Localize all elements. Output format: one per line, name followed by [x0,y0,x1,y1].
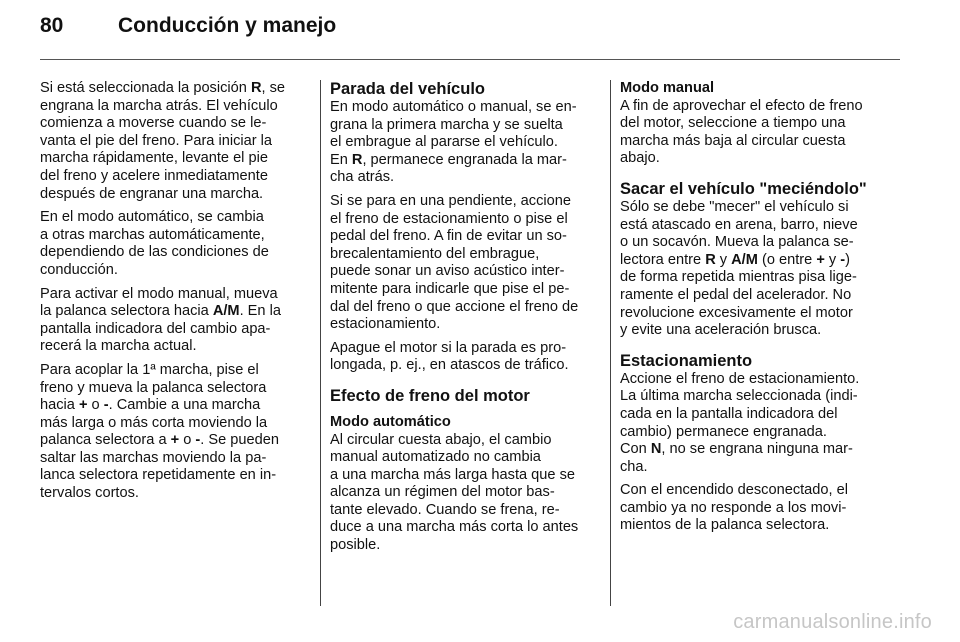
text-line: Si se para en una pendiente, accione [330,192,571,209]
text-line: revolucione excesivamente el motor [620,304,853,321]
text-line: Con el encendido desconectado, el [620,482,848,499]
text-line: la palanca selectora hacia A/M. En la [40,303,281,320]
text-line: cambio ya no responde a los movi- [620,499,847,516]
text-line: ramente el pedal del acelerador. No [620,286,852,303]
text-line: después de engranar una marcha. [40,185,264,202]
text-line: Con N, no se engrana ninguna mar- [620,441,853,458]
text-line: Para activar el modo manual, mueva [40,285,278,302]
section-heading-sacar-vehiculo: Sacar el vehículo "meciéndolo" [620,179,867,198]
text-line: más larga o más corta moviendo la [40,414,268,431]
section-heading-parada: Parada del vehículo [330,80,485,98]
text-line: cada en la pantalla indicadora del [620,405,838,422]
text-line: el embrague al pararse el vehículo. [330,134,558,151]
page-number: 80 [40,14,64,37]
text-line: cha atrás. [330,169,395,186]
watermark: carmanualsonline.info [733,611,932,633]
text-line: marcha rápidamente, levante el pie [40,150,268,167]
paragraph [620,482,888,535]
paragraph [620,371,888,477]
text-line: a otras marchas automáticamente, [40,226,265,243]
text-line: el freno de estacionamiento o pise el [330,210,568,227]
paragraph [40,209,308,279]
text-line: comienza a moverse cuando se le- [40,115,267,132]
text-line: palanca selectora a + o -. Se pueden [40,432,279,449]
paragraph [40,80,308,203]
text-line: tervalos cortos. [40,485,139,502]
text-line: saltar las marchas moviendo la pa- [40,449,267,466]
text-line: manual automatizado no cambia [330,449,541,466]
section-heading-efecto-freno: Efecto de freno del motor [330,386,530,405]
text-line: grana la primera marcha y se suelta [330,116,563,133]
text-line: Sólo se debe "mecer" el vehículo si [620,198,849,215]
text-line: posible. [330,537,381,554]
text-line: En R, permanece engranada la mar- [330,151,567,168]
subheading-modo-automatico: Modo automático [330,413,451,430]
text-line: pantalla indicadora del cambio apa- [40,320,271,337]
header-rule [40,59,900,60]
text-line: cambio) permanece engranada. [620,423,827,440]
text-line: hacia + o -. Cambie a una marcha [40,397,261,414]
text-line: lectora entre R y A/M (o entre + y -) [620,251,850,268]
text-line: mitente para indicarle que pise el pe- [330,280,570,297]
text-line: recerá la marcha actual. [40,338,197,355]
text-line: longada, p. ej., en atascos de tráfico. [330,357,569,374]
text-line: está atascado en arena, barro, nieve [620,216,858,233]
text-line: del motor, seleccione a tiempo una [620,115,846,132]
text-line: Al circular cuesta abajo, el cambio [330,431,552,448]
paragraph [620,98,888,168]
text-line: A fin de aprovechar el efecto de freno [620,97,863,114]
column-3 [620,80,888,541]
paragraph [330,193,598,334]
text-line: duce a una marcha más corta lo antes [330,519,579,536]
text-line: y evite una aceleración brusca. [620,322,822,339]
text-line: La última marcha seleccionada (indi- [620,388,858,405]
text-line: cha. [620,458,648,475]
text-line: del freno y acelere inmediatamente [40,167,268,184]
text-line: En el modo automático, se cambia [40,209,264,226]
text-line: engrana la marcha atrás. El vehículo [40,97,278,114]
text-line: En modo automático o manual, se en- [330,99,577,115]
paragraph [40,362,308,503]
chapter-title: Conducción y manejo [118,14,337,37]
text-line: vanta el pie del freno. Para iniciar la [40,132,273,149]
text-line: conducción. [40,261,118,278]
subheading-modo-manual: Modo manual [620,80,715,96]
text-line: freno y mueva la palanca selectora [40,379,267,396]
paragraph [330,340,598,375]
text-line: dependiendo de las condiciones de [40,244,269,261]
text-line: lanca selectora repetidamente en in- [40,467,277,484]
column-2 [330,80,598,561]
text-line: pedal del freno. A fin de evitar un so- [330,228,567,245]
column-divider [320,80,321,606]
text-line: puede sonar un aviso acústico inter- [330,263,565,280]
text-line: mientos de la palanca selectora. [620,517,830,534]
paragraph [330,432,598,555]
text-line: Si está seleccionada la posición R, se [40,80,286,96]
text-line: o un socavón. Mueva la palanca se- [620,234,854,251]
column-1 [40,80,308,509]
section-heading-estacionamiento: Estacionamiento [620,351,753,370]
paragraph [40,286,308,356]
text-line: tante elevado. Cuando se frena, re- [330,501,560,518]
text-line: a una marcha más larga hasta que se [330,466,575,483]
text-line: Accione el freno de estacionamiento. [620,370,860,387]
text-line: Para acoplar la 1ª marcha, pise el [40,361,259,378]
text-line: de forma repetida mientras pisa lige- [620,269,857,286]
paragraph [330,99,598,187]
text-line: alcanza un régimen del motor bas- [330,484,555,501]
text-line: estacionamiento. [330,316,441,333]
text-line: brecalentamiento del embrague, [330,245,540,262]
column-divider [610,80,611,606]
text-line: marcha más baja al circular cuesta [620,132,846,149]
paragraph [620,199,888,340]
text-line: abajo. [620,150,660,167]
text-line: Apague el motor si la parada es pro- [330,339,567,356]
text-line: dal del freno o que accione el freno de [330,298,579,315]
